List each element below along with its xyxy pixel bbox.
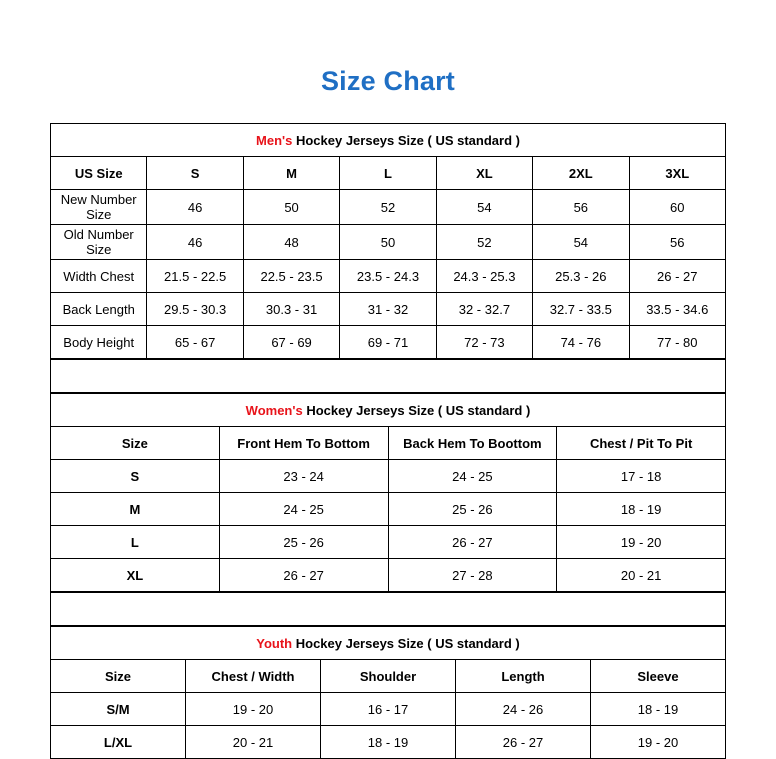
youth-col-4: Sleeve	[591, 660, 726, 693]
mens-header-accent: Men's	[256, 132, 293, 148]
womens-row-2-val-2: 19 - 20	[557, 526, 726, 559]
youth-section-header	[51, 627, 726, 660]
mens-row-0-val-1: 50	[243, 190, 339, 225]
mens-row-0-val-3: 54	[436, 190, 532, 225]
mens-row-4-val-5: 77 - 80	[629, 326, 725, 359]
mens-row-3-val-4: 32.7 - 33.5	[533, 293, 629, 326]
table-section-header-row	[51, 394, 726, 427]
mens-row-1-val-5: 56	[629, 225, 725, 260]
womens-col-2: Back Hem To Boottom	[388, 427, 557, 460]
youth-header-rest: Hockey Jerseys Size ( US standard )	[292, 635, 520, 651]
youth-col-3: Length	[456, 660, 591, 693]
womens-row-0-label: S	[51, 460, 220, 493]
mens-row-0-val-2: 52	[340, 190, 436, 225]
youth-row-1-val-3: 19 - 20	[591, 726, 726, 759]
womens-section-header	[51, 394, 726, 427]
table-row	[51, 460, 726, 493]
mens-col-6: 3XL	[629, 157, 725, 190]
size-chart-tables	[50, 123, 726, 759]
womens-row-3-val-0: 26 - 27	[219, 559, 388, 592]
womens-row-0-val-0: 23 - 24	[219, 460, 388, 493]
womens-row-2-val-1: 26 - 27	[388, 526, 557, 559]
mens-row-1-val-2: 50	[340, 225, 436, 260]
mens-row-3-label: Back Length	[51, 293, 147, 326]
table-row	[51, 326, 726, 359]
womens-row-2-val-0: 25 - 26	[219, 526, 388, 559]
mens-col-4: XL	[436, 157, 532, 190]
mens-row-3-val-3: 32 - 32.7	[436, 293, 532, 326]
womens-row-1-val-2: 18 - 19	[557, 493, 726, 526]
mens-col-3: L	[340, 157, 436, 190]
mens-row-4-val-2: 69 - 71	[340, 326, 436, 359]
womens-row-3-val-2: 20 - 21	[557, 559, 726, 592]
mens-row-4-val-0: 65 - 67	[147, 326, 243, 359]
mens-row-1-val-3: 52	[436, 225, 532, 260]
table-row	[51, 190, 726, 225]
spacer	[51, 360, 726, 393]
mens-row-1-val-4: 54	[533, 225, 629, 260]
youth-col-0: Size	[51, 660, 186, 693]
youth-row-1-val-2: 26 - 27	[456, 726, 591, 759]
table-row	[51, 559, 726, 592]
womens-row-3-label: XL	[51, 559, 220, 592]
table-row	[51, 293, 726, 326]
womens-row-3-val-1: 27 - 28	[388, 559, 557, 592]
womens-col-1: Front Hem To Bottom	[219, 427, 388, 460]
table-row	[51, 693, 726, 726]
womens-row-0-val-1: 24 - 25	[388, 460, 557, 493]
table-column-header-row	[51, 427, 726, 460]
womens-row-1-val-0: 24 - 25	[219, 493, 388, 526]
table-section-header-row	[51, 124, 726, 157]
table-column-header-row	[51, 157, 726, 190]
mens-header-rest: Hockey Jerseys Size ( US standard )	[292, 132, 520, 148]
mens-row-0-label: New Number Size	[51, 190, 147, 225]
womens-row-1-val-1: 25 - 26	[388, 493, 557, 526]
youth-row-0-val-3: 18 - 19	[591, 693, 726, 726]
mens-row-3-val-1: 30.3 - 31	[243, 293, 339, 326]
table-column-header-row	[51, 660, 726, 693]
womens-header-rest: Hockey Jerseys Size ( US standard )	[302, 402, 531, 418]
table-row	[51, 726, 726, 759]
womens-size-table	[50, 393, 726, 592]
youth-row-0-val-1: 16 - 17	[321, 693, 456, 726]
womens-row-0-val-2: 17 - 18	[557, 460, 726, 493]
youth-row-1-label: L/XL	[51, 726, 186, 759]
table-section-header-row	[51, 627, 726, 660]
mens-col-0: US Size	[51, 157, 147, 190]
mens-row-2-val-3: 24.3 - 25.3	[436, 260, 532, 293]
mens-row-0-val-5: 60	[629, 190, 725, 225]
mens-row-3-val-2: 31 - 32	[340, 293, 436, 326]
mens-row-0-val-4: 56	[533, 190, 629, 225]
youth-row-0-val-2: 24 - 26	[456, 693, 591, 726]
mens-row-4-val-4: 74 - 76	[533, 326, 629, 359]
mens-row-2-val-1: 22.5 - 23.5	[243, 260, 339, 293]
mens-row-3-val-0: 29.5 - 30.3	[147, 293, 243, 326]
mens-row-4-label: Body Height	[51, 326, 147, 359]
youth-row-1-val-1: 18 - 19	[321, 726, 456, 759]
table-row	[51, 493, 726, 526]
womens-col-3: Chest / Pit To Pit	[557, 427, 726, 460]
mens-row-4-val-1: 67 - 69	[243, 326, 339, 359]
mens-row-2-val-4: 25.3 - 26	[533, 260, 629, 293]
mens-row-2-label: Width Chest	[51, 260, 147, 293]
mens-row-1-label: Old Number Size	[51, 225, 147, 260]
mens-col-2: M	[243, 157, 339, 190]
youth-row-0-val-0: 19 - 20	[186, 693, 321, 726]
youth-row-0-label: S/M	[51, 693, 186, 726]
mens-row-4-val-3: 72 - 73	[436, 326, 532, 359]
womens-header-accent: Women's	[245, 402, 303, 418]
table-gap-mens-womens	[50, 359, 726, 393]
mens-row-2-val-5: 26 - 27	[629, 260, 725, 293]
table-gap-womens-youth	[50, 592, 726, 626]
mens-row-2-val-0: 21.5 - 22.5	[147, 260, 243, 293]
mens-row-0-val-0: 46	[147, 190, 243, 225]
womens-row-1-label: M	[51, 493, 220, 526]
youth-size-table	[50, 626, 726, 759]
page-title: Size Chart	[320, 66, 456, 96]
womens-col-0: Size	[51, 427, 220, 460]
mens-section-header	[51, 124, 726, 157]
womens-row-2-label: L	[51, 526, 220, 559]
mens-col-5: 2XL	[533, 157, 629, 190]
youth-header-accent: Youth	[256, 635, 293, 651]
mens-row-1-val-1: 48	[243, 225, 339, 260]
youth-col-2: Shoulder	[321, 660, 456, 693]
table-row	[51, 526, 726, 559]
mens-col-1: S	[147, 157, 243, 190]
mens-row-2-val-2: 23.5 - 24.3	[340, 260, 436, 293]
table-row	[51, 225, 726, 260]
mens-row-1-val-0: 46	[147, 225, 243, 260]
table-row	[51, 260, 726, 293]
youth-row-1-val-0: 20 - 21	[186, 726, 321, 759]
mens-size-table	[50, 123, 726, 359]
mens-row-3-val-5: 33.5 - 34.6	[629, 293, 725, 326]
youth-col-1: Chest / Width	[186, 660, 321, 693]
spacer	[51, 593, 726, 626]
